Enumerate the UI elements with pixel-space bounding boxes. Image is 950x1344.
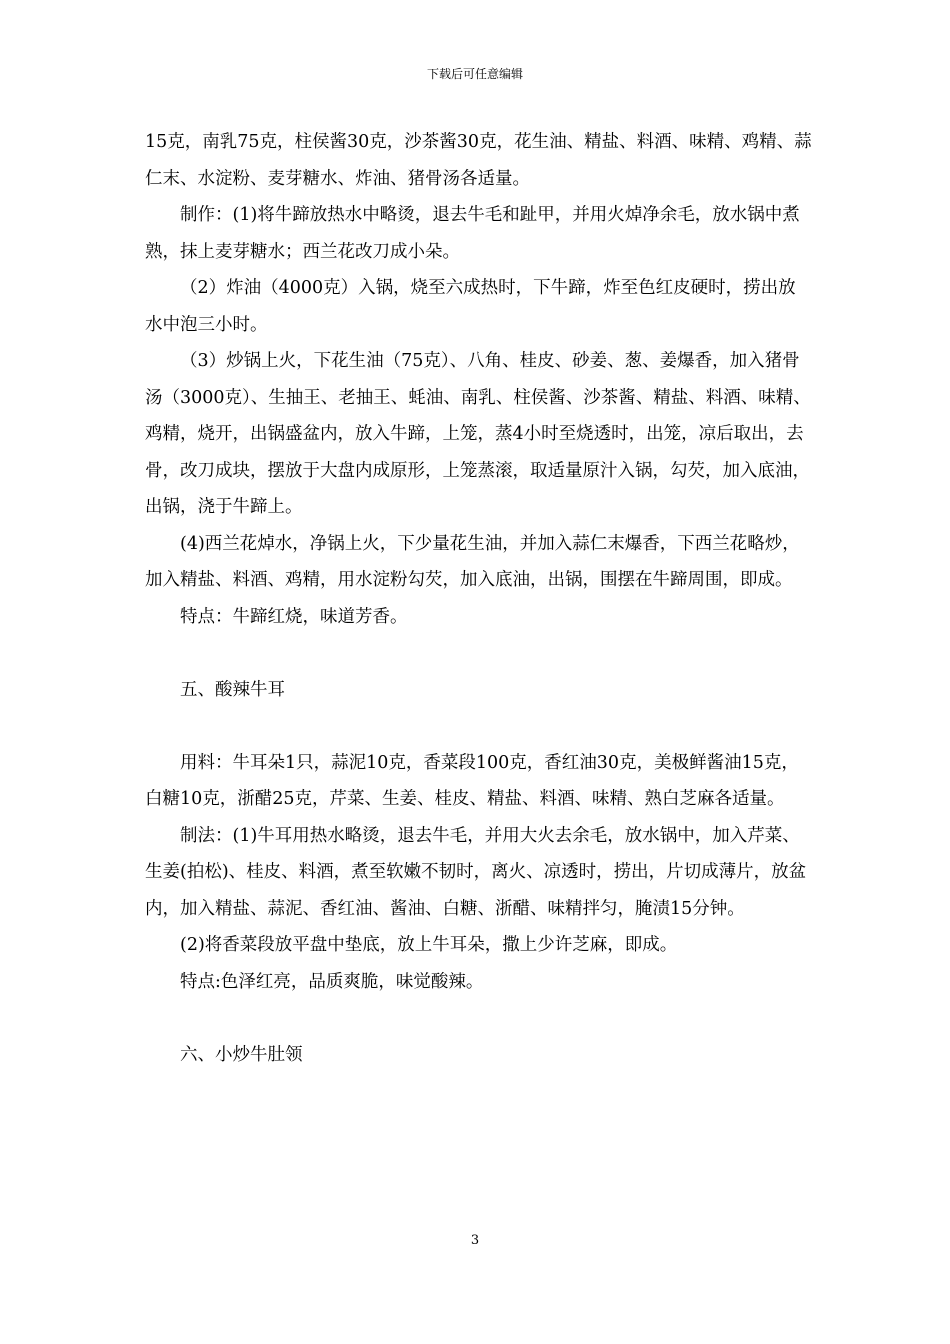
method-step-3: （3）炒锅上火，下花生油（75克）、八角、桂皮、砂姜、葱、姜爆香，加入猪骨汤（3000克）、生抽王、老抽王、蚝油、南乳、柱侯酱、沙茶酱、精盐、料酒、味精、鸡精，烧开，出锅盛盆内，放入牛蹄，上笼，蒸4小时至烧透时，出笼，凉后取出，去骨，改刀成块，摆放于大盘内成原形，上笼蒸滚，取适量原汁入锅，勾芡，加入底油，出锅，浇于牛蹄上。 <box>145 351 811 517</box>
features-paragraph: 特点：牛蹄红烧，味道芳香。 <box>180 606 408 627</box>
method-step-2: (2)将香菜段放平盘中垫底，放上牛耳朵，撒上少许芝麻，即成。 <box>180 935 678 955</box>
method-step-2: （2）炸油（4000克）入锅，烧至六成热时，下牛蹄，炸至色红皮硬时，捞出放水中泡三小时。 <box>145 278 796 335</box>
blank-line <box>145 635 813 672</box>
blank-line <box>145 1000 813 1037</box>
page-header: 下载后可任意编辑 <box>426 67 523 81</box>
method-step-1: 制法：(1)牛耳用热水略烫，退去牛毛，并用大火去余毛，放水锅中，加入芹菜、生姜(拍松)、桂皮、料酒，煮至软嫩不韧时，离火、凉透时，捞出，片切成薄片，放盆内，加入精盐、蒜泥、香红油、酱油、白糖、浙醋、味精拌匀，腌渍15分钟。 <box>145 825 807 919</box>
method-step-4: (4)西兰花焯水，净锅上火，下少量花生油，并加入蒜仁末爆香，下西兰花略炒，加入精盐、料酒、鸡精，用水淀粉勾芡，加入底油，出锅，围摆在牛蹄周围，即成。 <box>145 533 800 590</box>
ingredients-paragraph: 用料：牛耳朵1只，蒜泥10克，香菜段100克，香红油30克，美极鲜酱油15克，白糖10克，浙醋25克，芹菜、生姜、桂皮、精盐、料酒、味精、熟白芝麻各适量。 <box>145 752 799 809</box>
method-step-1: 制作：(1)将牛蹄放热水中略烫，退去牛毛和趾甲，并用火焯净余毛，放水锅中煮熟，抹上麦芽糖水；西兰花改刀成小朵。 <box>145 205 800 262</box>
ingredients-paragraph-continued: 15克，南乳75克，柱侯酱30克，沙茶酱30克，花生油、精盐、料酒、味精、鸡精、蒜仁末、水淀粉、麦芽糖水、炸油、猪骨汤各适量。 <box>145 132 812 189</box>
section-heading-5: 五、酸辣牛耳 <box>180 679 285 700</box>
document-body <box>145 124 813 1073</box>
page-number: 3 <box>470 1233 480 1248</box>
section-heading-6: 六、小炒牛肚领 <box>180 1044 303 1065</box>
features-paragraph: 特点:色泽红亮，品质爽脆，味觉酸辣。 <box>180 971 484 992</box>
blank-line <box>145 708 813 745</box>
